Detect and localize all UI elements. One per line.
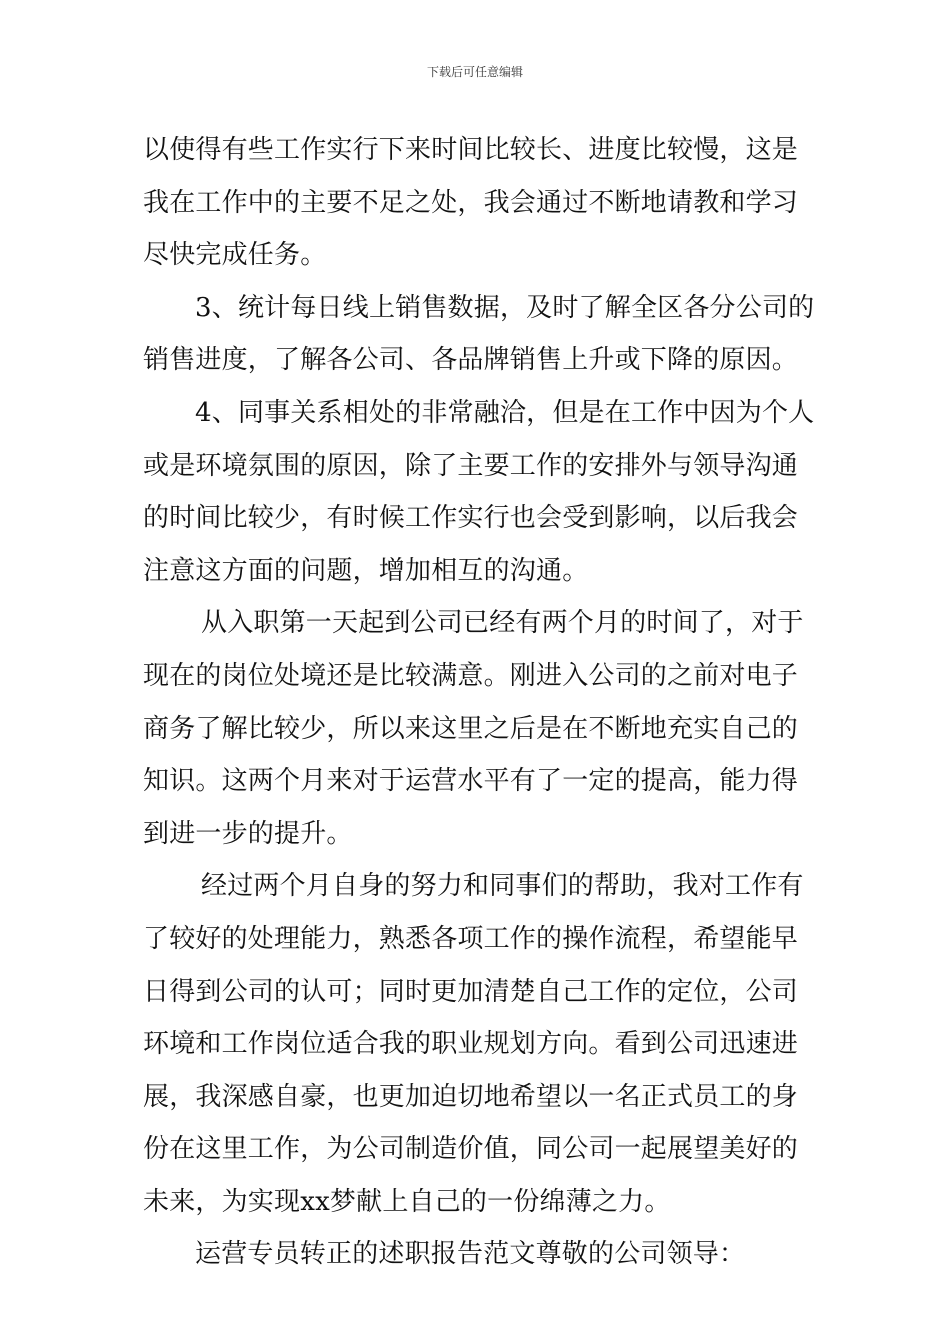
paragraph-start-line: 3、统计每日线上销售数据，及时了解全区各分公司的 xyxy=(195,292,815,323)
page-header: 下载后可任意编辑 xyxy=(426,65,523,79)
text-line: 我在工作中的主要不足之处，我会通过不断地请教和学习 xyxy=(143,187,799,218)
text-line: 的时间比较少，有时候工作实行也会受到影响，以后我会 xyxy=(143,503,799,534)
text-line: 或是环境氛围的原因，除了主要工作的安排外与领导沟通 xyxy=(143,450,799,481)
text-line: 环境和工作岗位适合我的职业规划方向。看到公司迅速进 xyxy=(143,1029,799,1060)
text-line: 份在这里工作，为公司制造价值，同公司一起展望美好的 xyxy=(143,1134,799,1165)
text-line: 知识。这两个月来对于运营水平有了一定的提高，能力得 xyxy=(143,766,799,797)
text-line: 展，我深感自豪，也更加迫切地希望以一名正式员工的身 xyxy=(143,1081,799,1112)
paragraph-start-line: 运营专员转正的述职报告范文尊敬的公司领导： xyxy=(195,1239,746,1270)
text-line: 销售进度，了解各公司、各品牌销售上升或下降的原因。 xyxy=(143,345,799,376)
paragraph-start-line: 经过两个月自身的努力和同事们的帮助，我对工作有 xyxy=(201,871,804,902)
text-line: 尽快完成任务。 xyxy=(143,240,327,271)
text-line: 以使得有些工作实行下来时间比较长、进度比较慢，这是 xyxy=(143,135,799,165)
document-body xyxy=(143,124,815,1281)
text-line: 未来，为实现xx梦献上自己的一份绵薄之力。 xyxy=(143,1186,671,1217)
text-line: 到进一步的提升。 xyxy=(143,818,353,849)
text-line: 了较好的处理能力，熟悉各项工作的操作流程，希望能早 xyxy=(143,923,799,954)
text-line: 现在的岗位处境还是比较满意。刚进入公司的之前对电子 xyxy=(143,660,799,691)
paragraph-start-line: 4、同事关系相处的非常融洽，但是在工作中因为个人 xyxy=(195,397,815,428)
text-line: 日得到公司的认可；同时更加清楚自己工作的定位，公司 xyxy=(143,976,799,1007)
text-line: 注意这方面的问题，增加相互的沟通。 xyxy=(143,555,589,586)
paragraph-start-line: 从入职第一天起到公司已经有两个月的时间了，对于 xyxy=(201,608,804,639)
text-line: 商务了解比较少，所以来这里之后是在不断地充实自己的 xyxy=(143,713,799,744)
